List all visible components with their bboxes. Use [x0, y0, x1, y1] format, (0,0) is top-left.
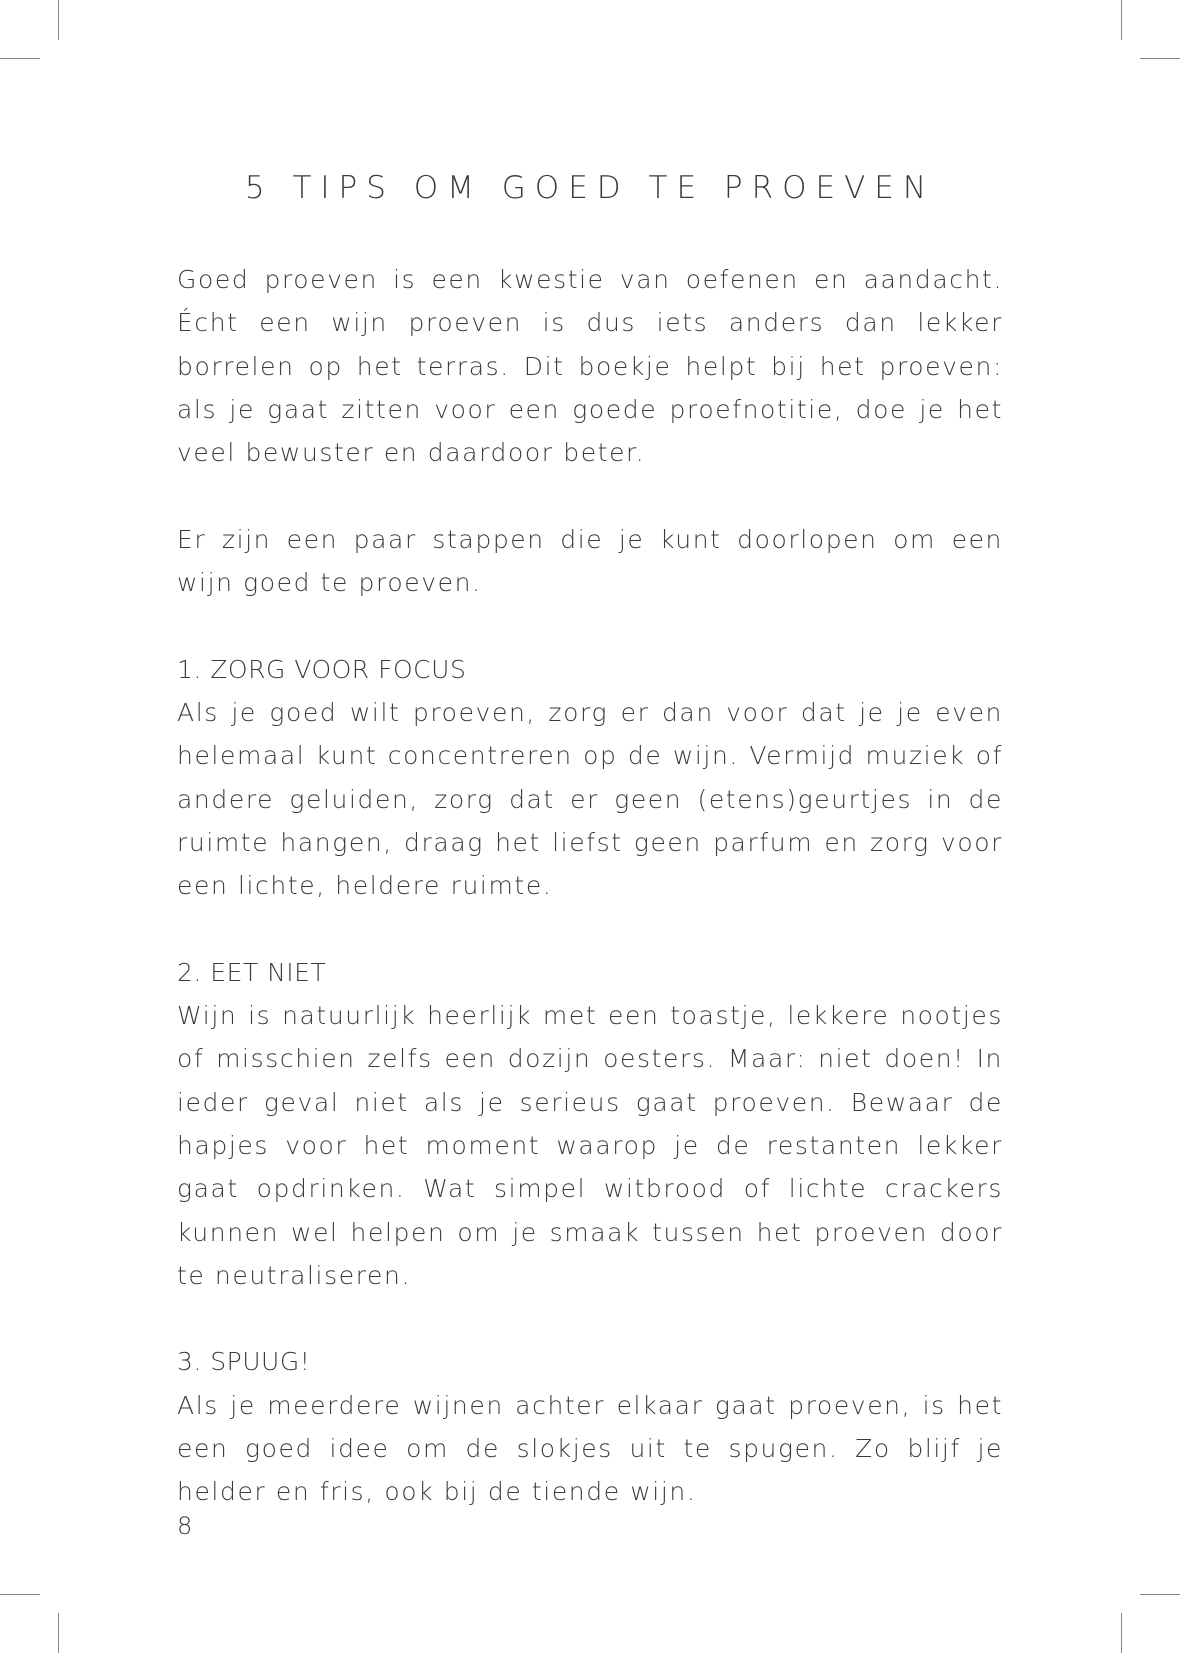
crop-mark-bottom-left-vertical: [58, 1613, 59, 1653]
page-number: 8: [177, 1512, 193, 1540]
crop-mark-top-right-vertical: [1121, 0, 1122, 40]
spacer: [177, 474, 1003, 517]
section-body: Als je meerdere wijnen achter elkaar gaat proeven, is het een goed idee om de slokjes uit te spugen. Zo blijf je helder en fris, ook bij de tiende wijn.: [177, 1390, 1003, 1507]
section-heading: 2. EET NIET: [177, 957, 327, 987]
section-heading: 1. ZORG VOOR FOCUS: [177, 654, 467, 684]
crop-mark-top-right-horizontal: [1140, 58, 1180, 59]
intro-paragraph: Er zijn een paar stappen die je kunt doorlopen om een wijn goed te proeven.: [177, 524, 1003, 598]
intro-paragraph: Goed proeven is een kwestie van oefenen en aandacht. Écht een wijn proeven is dus iets anders dan lekker borrelen op het terras. Dit boekje helpt bij het proeven: als je gaat zitten voor een goede proefnotitie, doe je het veel bewuster en daardoor beter.: [177, 265, 1003, 468]
crop-mark-bottom-left-horizontal: [0, 1594, 40, 1595]
crop-mark-bottom-right-horizontal: [1140, 1594, 1180, 1595]
crop-mark-bottom-right-vertical: [1121, 1613, 1122, 1653]
page-title: 5 TIPS OM GOED TE PROEVEN: [244, 170, 936, 206]
spacer: [177, 604, 1003, 647]
section-body: Als je goed wilt proeven, zorg er dan voor dat je je even helemaal kunt concentreren op de wijn. Vermijd muziek of andere geluiden, zorg dat er geen (etens)geurtjes in de ruimte hangen, draag het liefst geen parfum en zorg voor een lichte, heldere ruimte.: [177, 697, 1003, 901]
spacer: [177, 1297, 1003, 1340]
section-heading: 3. SPUUG!: [177, 1347, 311, 1377]
section-body: Wijn is natuurlijk heerlijk met een toastje, lekkere nootjes of misschien zelfs een dozijn oesters. Maar: niet doen! In ieder geval niet als je serieus gaat proeven. Bewaar de hapjes voor het moment waarop je de restanten lekker gaat opdrinken. Wat simpel witbrood of lichte crackers kunnen wel helpen om je smaak tussen het proeven door te neutraliseren.: [177, 1001, 1003, 1290]
crop-mark-top-left-horizontal: [0, 58, 40, 59]
spacer: [177, 907, 1003, 950]
page-content: [177, 258, 1003, 1514]
crop-mark-top-left-vertical: [58, 0, 59, 40]
